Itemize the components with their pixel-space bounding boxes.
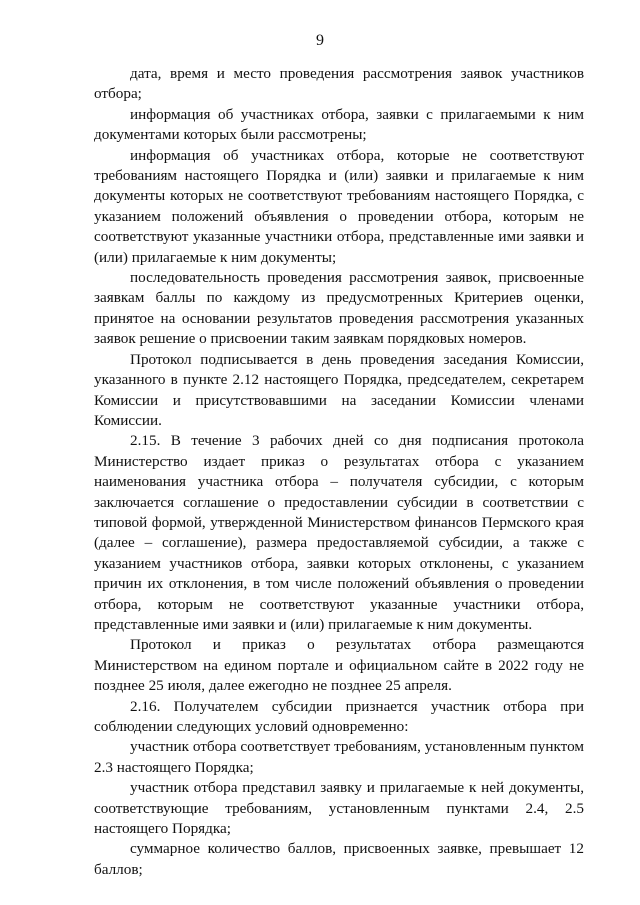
page-number: 9 (316, 32, 324, 49)
paragraph: участник отбора представил заявку и прилагаемые к ней документы, соответствующие требованиям, установленным пунктами 2.4, 2.5 настоящего Порядка; (94, 779, 584, 838)
paragraph: 2.16. Получателем субсидии признается участник отбора при соблюдении следующих условий одновременно: (94, 697, 584, 735)
paragraph: информация об участниках отбора, которые не соответствуют требованиям настоящего Порядка и (или) заявки и прилагаемые к ним документы которых не соответствуют требованиям настоящего Порядка, с указанием положений объявления о проведении отбора, которым не соответствуют указанные участники отбора, представленные ими заявки и (или) прилагаемые к ним документы; (94, 146, 584, 266)
paragraph: суммарное количество баллов, присвоенных заявке, превышает 12 баллов; (94, 840, 584, 878)
paragraph: Протокол и приказ о результатах отбора размещаются Министерством на едином портале и официальном сайте в 2022 году не позднее 25 июля, далее ежегодно не позднее 25 апреля. (94, 636, 584, 695)
paragraph: 2.15. В течение 3 рабочих дней со дня подписания протокола Министерство издает приказ о результатах отбора с указанием наименования участника отбора – получателя субсидии, с которым заключается соглашение о предоставлении субсидии в соответствии с типовой формой, утвержденной Министерством финансов Пермского края (далее – соглашение), размера предоставляемой субсидии, а также с указанием участников отбора, заявки которых отклонены, с указанием причин их отклонения, в том числе положений объявления о проведении отбора, которым не соответствуют указанные участники отбора, представленные ими заявки и (или) прилагаемые к ним документы. (94, 432, 584, 633)
paragraph: дата, время и место проведения рассмотрения заявок участников отбора; (94, 65, 584, 103)
paragraph: последовательность проведения рассмотрения заявок, присвоенные заявкам баллы по каждому из предусмотренных Критериев оценки, принятое на основании результатов проведения рассмотрения указанных заявок решение о присвоении таким заявкам порядковых номеров. (94, 269, 584, 348)
paragraph: Протокол подписывается в день проведения заседания Комиссии, указанного в пункте 2.12 настоящего Порядка, председателем, секретарем Комиссии и присутствовавшими на заседании Комиссии членами Комиссии. (94, 350, 584, 429)
paragraph: участник отбора соответствует требованиям, установленным пунктом 2.3 настоящего Порядка; (94, 738, 584, 776)
document-body (94, 64, 584, 880)
paragraph: информация об участниках отбора, заявки с прилагаемыми к ним документами которых были рассмотрены; (94, 105, 584, 144)
